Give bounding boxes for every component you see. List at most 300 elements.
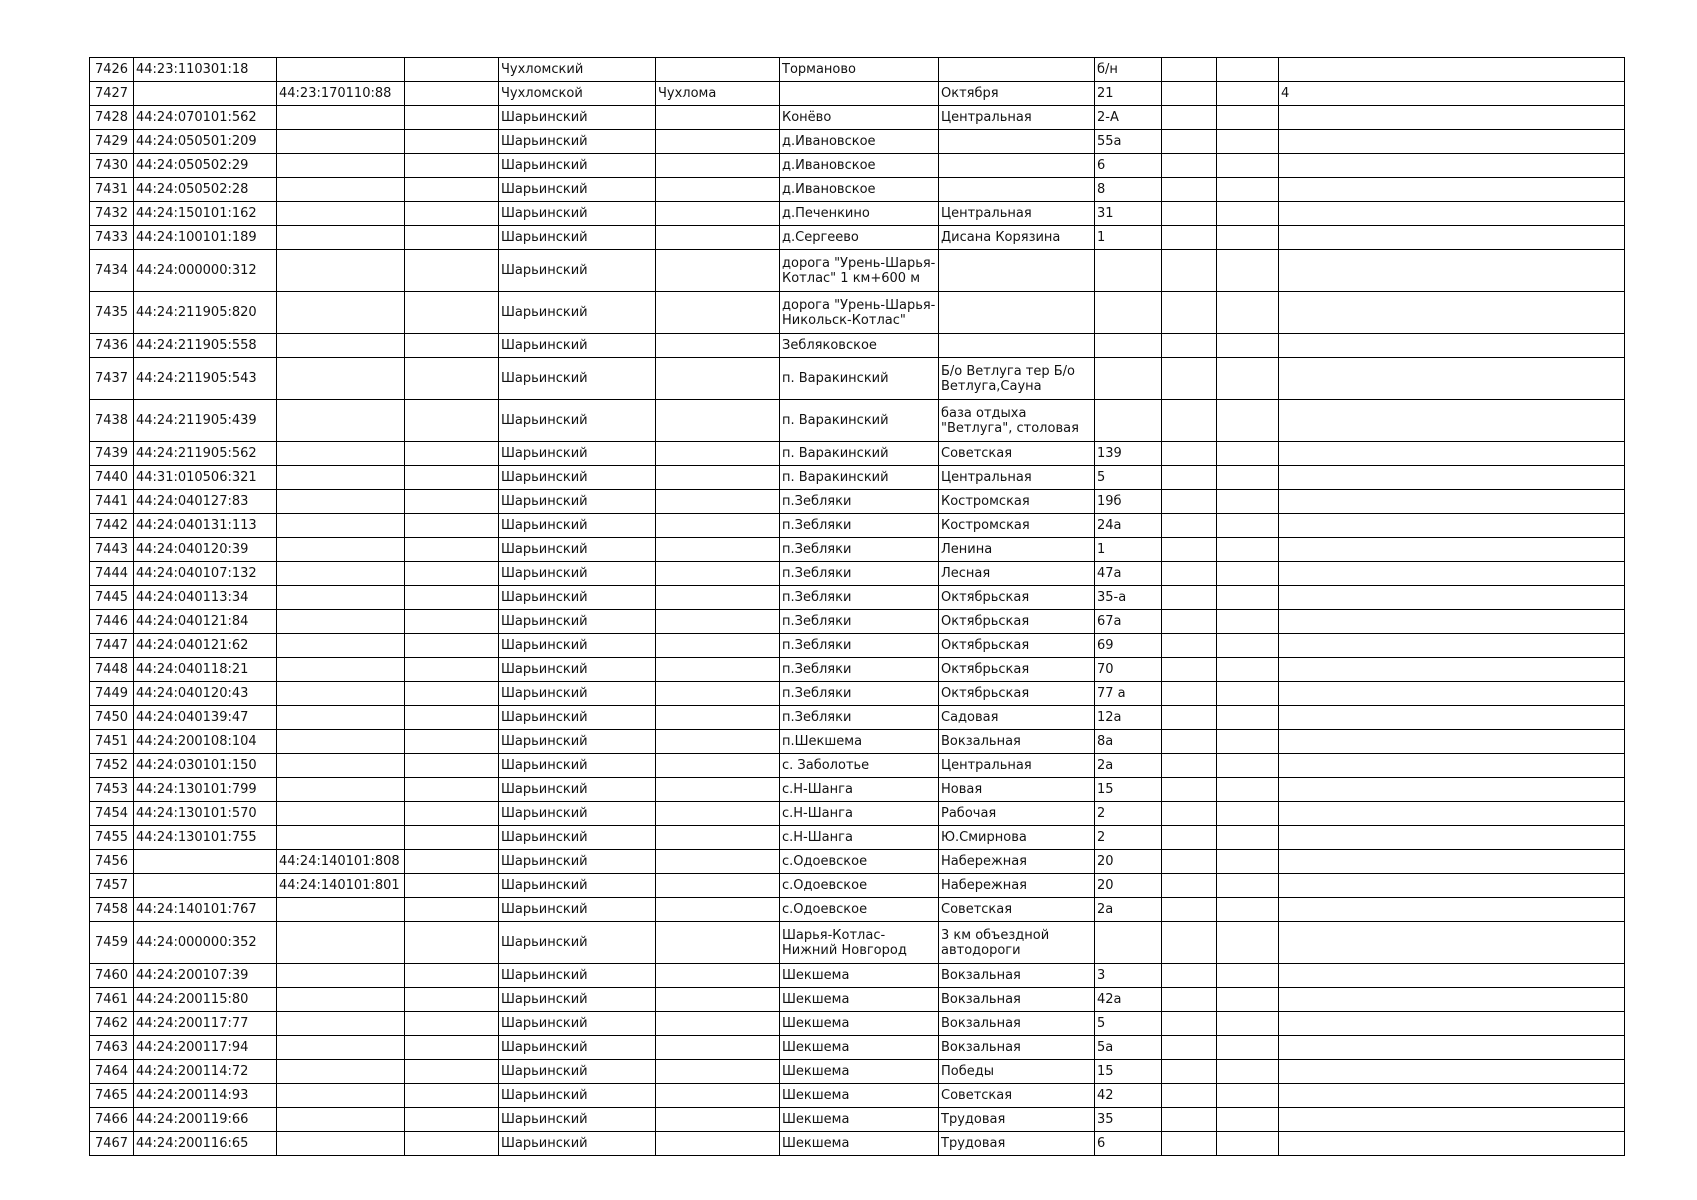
street-cell: Центральная bbox=[939, 202, 1095, 226]
empty-cell bbox=[1217, 490, 1279, 514]
empty-cell bbox=[1162, 1012, 1217, 1036]
secondary-cadastral-number-cell bbox=[277, 634, 405, 658]
district-cell: Шарьинский bbox=[499, 442, 656, 466]
district-cell: Шарьинский bbox=[499, 250, 656, 292]
secondary-cadastral-number-cell bbox=[277, 250, 405, 292]
city-cell bbox=[656, 1108, 780, 1132]
secondary-cadastral-number-cell bbox=[277, 106, 405, 130]
secondary-cadastral-number-cell bbox=[277, 358, 405, 400]
extra-value-cell bbox=[1279, 634, 1625, 658]
cadastral-number-cell: 44:24:050501:209 bbox=[134, 130, 277, 154]
city-cell bbox=[656, 442, 780, 466]
district-cell: Шарьинский bbox=[499, 154, 656, 178]
street-cell: Победы bbox=[939, 1060, 1095, 1084]
house-number-cell: 12а bbox=[1095, 706, 1162, 730]
district-cell: Шарьинский bbox=[499, 466, 656, 490]
empty-cell bbox=[1162, 226, 1217, 250]
cadastral-number-cell: 44:24:200114:93 bbox=[134, 1084, 277, 1108]
city-cell bbox=[656, 1084, 780, 1108]
street-cell: Октября bbox=[939, 82, 1095, 106]
extra-value-cell bbox=[1279, 730, 1625, 754]
table-row bbox=[90, 400, 1625, 442]
house-number-cell: 77 а bbox=[1095, 682, 1162, 706]
house-number-cell: 35 bbox=[1095, 1108, 1162, 1132]
secondary-cadastral-number-cell bbox=[277, 154, 405, 178]
empty-cell bbox=[1162, 400, 1217, 442]
locality-cell: п.Зебляки bbox=[780, 682, 939, 706]
secondary-cadastral-number-cell: 44:24:140101:808 bbox=[277, 850, 405, 874]
city-cell bbox=[656, 58, 780, 82]
district-cell: Шарьинский bbox=[499, 730, 656, 754]
secondary-cadastral-number-cell bbox=[277, 658, 405, 682]
empty-cell bbox=[1217, 802, 1279, 826]
extra-value-cell bbox=[1279, 1084, 1625, 1108]
empty-cell bbox=[405, 1084, 499, 1108]
table-row bbox=[90, 334, 1625, 358]
city-cell bbox=[656, 964, 780, 988]
locality-cell: п. Варакинский bbox=[780, 400, 939, 442]
extra-value-cell bbox=[1279, 1036, 1625, 1060]
empty-cell bbox=[1217, 106, 1279, 130]
row-number-cell: 7437 bbox=[90, 358, 134, 400]
locality-cell: п. Варакинский bbox=[780, 466, 939, 490]
district-cell: Шарьинский bbox=[499, 1060, 656, 1084]
secondary-cadastral-number-cell bbox=[277, 922, 405, 964]
empty-cell bbox=[1217, 826, 1279, 850]
street-cell bbox=[939, 292, 1095, 334]
street-cell: Центральная bbox=[939, 754, 1095, 778]
district-cell: Шарьинский bbox=[499, 874, 656, 898]
empty-cell bbox=[1162, 58, 1217, 82]
street-cell: Центральная bbox=[939, 106, 1095, 130]
row-number-cell: 7428 bbox=[90, 106, 134, 130]
locality-cell: д.Сергеево bbox=[780, 226, 939, 250]
city-cell bbox=[656, 922, 780, 964]
empty-cell bbox=[1217, 586, 1279, 610]
row-number-cell: 7461 bbox=[90, 988, 134, 1012]
city-cell bbox=[656, 1060, 780, 1084]
row-number-cell: 7426 bbox=[90, 58, 134, 82]
house-number-cell: 5 bbox=[1095, 466, 1162, 490]
cadastral-number-cell: 44:24:070101:562 bbox=[134, 106, 277, 130]
city-cell bbox=[656, 682, 780, 706]
district-cell: Шарьинский bbox=[499, 898, 656, 922]
empty-cell bbox=[405, 466, 499, 490]
row-number-cell: 7429 bbox=[90, 130, 134, 154]
secondary-cadastral-number-cell bbox=[277, 562, 405, 586]
empty-cell bbox=[405, 226, 499, 250]
extra-value-cell bbox=[1279, 400, 1625, 442]
secondary-cadastral-number-cell bbox=[277, 490, 405, 514]
extra-value-cell bbox=[1279, 202, 1625, 226]
street-cell: Дисана Корязина bbox=[939, 226, 1095, 250]
cadastral-number-cell: 44:24:200117:77 bbox=[134, 1012, 277, 1036]
row-number-cell: 7433 bbox=[90, 226, 134, 250]
address-table bbox=[89, 57, 1625, 1156]
street-cell bbox=[939, 334, 1095, 358]
locality-cell: Конёво bbox=[780, 106, 939, 130]
empty-cell bbox=[405, 922, 499, 964]
secondary-cadastral-number-cell bbox=[277, 778, 405, 802]
empty-cell bbox=[405, 58, 499, 82]
cadastral-number-cell bbox=[134, 82, 277, 106]
empty-cell bbox=[405, 1060, 499, 1084]
table-row bbox=[90, 130, 1625, 154]
extra-value-cell bbox=[1279, 922, 1625, 964]
row-number-cell: 7427 bbox=[90, 82, 134, 106]
table-row bbox=[90, 634, 1625, 658]
street-cell: Октябрьская bbox=[939, 682, 1095, 706]
locality-cell: п.Зебляки bbox=[780, 514, 939, 538]
extra-value-cell bbox=[1279, 964, 1625, 988]
row-number-cell: 7454 bbox=[90, 802, 134, 826]
street-cell bbox=[939, 154, 1095, 178]
table-row bbox=[90, 490, 1625, 514]
street-cell: Новая bbox=[939, 778, 1095, 802]
table-row bbox=[90, 1036, 1625, 1060]
empty-cell bbox=[1162, 964, 1217, 988]
extra-value-cell: 4 bbox=[1279, 82, 1625, 106]
secondary-cadastral-number-cell bbox=[277, 754, 405, 778]
table-row bbox=[90, 874, 1625, 898]
district-cell: Шарьинский bbox=[499, 400, 656, 442]
cadastral-number-cell: 44:24:211905:562 bbox=[134, 442, 277, 466]
empty-cell bbox=[405, 850, 499, 874]
empty-cell bbox=[1162, 514, 1217, 538]
street-cell: Октябрьская bbox=[939, 634, 1095, 658]
locality-cell: п.Зебляки bbox=[780, 586, 939, 610]
locality-cell: п. Варакинский bbox=[780, 442, 939, 466]
extra-value-cell bbox=[1279, 874, 1625, 898]
secondary-cadastral-number-cell bbox=[277, 292, 405, 334]
empty-cell bbox=[1162, 826, 1217, 850]
row-number-cell: 7456 bbox=[90, 850, 134, 874]
table-row bbox=[90, 466, 1625, 490]
table-row bbox=[90, 850, 1625, 874]
district-cell: Шарьинский bbox=[499, 514, 656, 538]
city-cell bbox=[656, 490, 780, 514]
district-cell: Шарьинский bbox=[499, 1132, 656, 1156]
secondary-cadastral-number-cell bbox=[277, 1036, 405, 1060]
extra-value-cell bbox=[1279, 1060, 1625, 1084]
empty-cell bbox=[1162, 754, 1217, 778]
cadastral-number-cell: 44:24:211905:820 bbox=[134, 292, 277, 334]
empty-cell bbox=[405, 610, 499, 634]
empty-cell bbox=[1162, 874, 1217, 898]
empty-cell bbox=[405, 778, 499, 802]
row-number-cell: 7453 bbox=[90, 778, 134, 802]
cadastral-number-cell: 44:24:040118:21 bbox=[134, 658, 277, 682]
city-cell bbox=[656, 514, 780, 538]
house-number-cell: 5 bbox=[1095, 1012, 1162, 1036]
empty-cell bbox=[1217, 730, 1279, 754]
city-cell bbox=[656, 826, 780, 850]
table-row bbox=[90, 250, 1625, 292]
locality-cell: д.Ивановское bbox=[780, 178, 939, 202]
row-number-cell: 7447 bbox=[90, 634, 134, 658]
house-number-cell: 1 bbox=[1095, 538, 1162, 562]
secondary-cadastral-number-cell bbox=[277, 730, 405, 754]
street-cell bbox=[939, 178, 1095, 202]
district-cell: Шарьинский bbox=[499, 1012, 656, 1036]
city-cell bbox=[656, 358, 780, 400]
district-cell: Шарьинский bbox=[499, 106, 656, 130]
empty-cell bbox=[1217, 988, 1279, 1012]
street-cell: Б/о Ветлуга тер Б/о Ветлуга,Сауна bbox=[939, 358, 1095, 400]
empty-cell bbox=[1217, 334, 1279, 358]
city-cell bbox=[656, 202, 780, 226]
cadastral-number-cell: 44:24:040120:39 bbox=[134, 538, 277, 562]
secondary-cadastral-number-cell bbox=[277, 1132, 405, 1156]
house-number-cell: 2 bbox=[1095, 826, 1162, 850]
table-row bbox=[90, 1084, 1625, 1108]
extra-value-cell bbox=[1279, 226, 1625, 250]
table-row bbox=[90, 82, 1625, 106]
extra-value-cell bbox=[1279, 1132, 1625, 1156]
extra-value-cell bbox=[1279, 850, 1625, 874]
district-cell: Шарьинский bbox=[499, 538, 656, 562]
city-cell bbox=[656, 754, 780, 778]
row-number-cell: 7450 bbox=[90, 706, 134, 730]
locality-cell: Шекшема bbox=[780, 1132, 939, 1156]
extra-value-cell bbox=[1279, 538, 1625, 562]
empty-cell bbox=[405, 442, 499, 466]
cadastral-number-cell: 44:23:110301:18 bbox=[134, 58, 277, 82]
row-number-cell: 7446 bbox=[90, 610, 134, 634]
extra-value-cell bbox=[1279, 1108, 1625, 1132]
street-cell: Лесная bbox=[939, 562, 1095, 586]
cadastral-number-cell: 44:24:200116:65 bbox=[134, 1132, 277, 1156]
street-cell: Вокзальная bbox=[939, 964, 1095, 988]
district-cell: Шарьинский bbox=[499, 802, 656, 826]
district-cell: Шарьинский bbox=[499, 610, 656, 634]
empty-cell bbox=[1217, 1060, 1279, 1084]
locality-cell: п.Шекшема bbox=[780, 730, 939, 754]
street-cell: Советская bbox=[939, 1084, 1095, 1108]
house-number-cell: 42 bbox=[1095, 1084, 1162, 1108]
extra-value-cell bbox=[1279, 754, 1625, 778]
empty-cell bbox=[405, 682, 499, 706]
locality-cell: Шекшема bbox=[780, 1012, 939, 1036]
house-number-cell bbox=[1095, 292, 1162, 334]
empty-cell bbox=[1217, 466, 1279, 490]
empty-cell bbox=[405, 706, 499, 730]
house-number-cell: 20 bbox=[1095, 874, 1162, 898]
street-cell: Советская bbox=[939, 442, 1095, 466]
street-cell: Октябрьская bbox=[939, 610, 1095, 634]
locality-cell: п.Зебляки bbox=[780, 706, 939, 730]
secondary-cadastral-number-cell bbox=[277, 682, 405, 706]
locality-cell: Торманово bbox=[780, 58, 939, 82]
row-number-cell: 7465 bbox=[90, 1084, 134, 1108]
city-cell bbox=[656, 850, 780, 874]
district-cell: Шарьинский bbox=[499, 964, 656, 988]
empty-cell bbox=[405, 250, 499, 292]
street-cell: Ленина bbox=[939, 538, 1095, 562]
city-cell bbox=[656, 250, 780, 292]
street-cell: Садовая bbox=[939, 706, 1095, 730]
secondary-cadastral-number-cell bbox=[277, 58, 405, 82]
extra-value-cell bbox=[1279, 58, 1625, 82]
house-number-cell: 24а bbox=[1095, 514, 1162, 538]
table-row bbox=[90, 154, 1625, 178]
empty-cell bbox=[1217, 58, 1279, 82]
locality-cell: с.Одоевское bbox=[780, 850, 939, 874]
street-cell: Октябрьская bbox=[939, 586, 1095, 610]
cadastral-number-cell: 44:24:040127:83 bbox=[134, 490, 277, 514]
cadastral-number-cell: 44:24:040120:43 bbox=[134, 682, 277, 706]
empty-cell bbox=[1217, 154, 1279, 178]
locality-cell: п.Зебляки bbox=[780, 538, 939, 562]
empty-cell bbox=[1162, 658, 1217, 682]
extra-value-cell bbox=[1279, 1012, 1625, 1036]
table-row bbox=[90, 178, 1625, 202]
district-cell: Шарьинский bbox=[499, 706, 656, 730]
row-number-cell: 7434 bbox=[90, 250, 134, 292]
empty-cell bbox=[1217, 538, 1279, 562]
house-number-cell: 20 bbox=[1095, 850, 1162, 874]
house-number-cell: 15 bbox=[1095, 778, 1162, 802]
table-row bbox=[90, 1060, 1625, 1084]
secondary-cadastral-number-cell bbox=[277, 1012, 405, 1036]
street-cell: Вокзальная bbox=[939, 1012, 1095, 1036]
secondary-cadastral-number-cell bbox=[277, 898, 405, 922]
locality-cell: с.Н-Шанга bbox=[780, 802, 939, 826]
empty-cell bbox=[1217, 400, 1279, 442]
city-cell bbox=[656, 778, 780, 802]
table-row bbox=[90, 562, 1625, 586]
empty-cell bbox=[1162, 706, 1217, 730]
empty-cell bbox=[1162, 358, 1217, 400]
table-row bbox=[90, 682, 1625, 706]
table-row bbox=[90, 586, 1625, 610]
house-number-cell: 6 bbox=[1095, 1132, 1162, 1156]
empty-cell bbox=[1162, 1036, 1217, 1060]
cadastral-number-cell: 44:24:130101:755 bbox=[134, 826, 277, 850]
cadastral-number-cell bbox=[134, 874, 277, 898]
secondary-cadastral-number-cell bbox=[277, 610, 405, 634]
empty-cell bbox=[1162, 1084, 1217, 1108]
empty-cell bbox=[405, 754, 499, 778]
table-row bbox=[90, 802, 1625, 826]
district-cell: Шарьинский bbox=[499, 1108, 656, 1132]
empty-cell bbox=[405, 586, 499, 610]
locality-cell: Шекшема bbox=[780, 964, 939, 988]
table-row bbox=[90, 730, 1625, 754]
empty-cell bbox=[405, 802, 499, 826]
city-cell bbox=[656, 538, 780, 562]
empty-cell bbox=[1162, 1108, 1217, 1132]
house-number-cell: 1 bbox=[1095, 226, 1162, 250]
empty-cell bbox=[1162, 730, 1217, 754]
extra-value-cell bbox=[1279, 610, 1625, 634]
house-number-cell bbox=[1095, 358, 1162, 400]
row-number-cell: 7444 bbox=[90, 562, 134, 586]
district-cell: Шарьинский bbox=[499, 1036, 656, 1060]
table-row bbox=[90, 988, 1625, 1012]
cadastral-number-cell: 44:24:200114:72 bbox=[134, 1060, 277, 1084]
cadastral-number-cell: 44:24:000000:352 bbox=[134, 922, 277, 964]
house-number-cell: 67а bbox=[1095, 610, 1162, 634]
row-number-cell: 7432 bbox=[90, 202, 134, 226]
street-cell: Костромская bbox=[939, 490, 1095, 514]
empty-cell bbox=[1162, 1060, 1217, 1084]
empty-cell bbox=[1162, 586, 1217, 610]
street-cell: Трудовая bbox=[939, 1132, 1095, 1156]
empty-cell bbox=[1162, 130, 1217, 154]
table-row bbox=[90, 898, 1625, 922]
extra-value-cell bbox=[1279, 442, 1625, 466]
locality-cell: п. Варакинский bbox=[780, 358, 939, 400]
table-row bbox=[90, 1132, 1625, 1156]
locality-cell: с.Одоевское bbox=[780, 898, 939, 922]
city-cell: Чухлома bbox=[656, 82, 780, 106]
row-number-cell: 7451 bbox=[90, 730, 134, 754]
cadastral-number-cell: 44:24:211905:439 bbox=[134, 400, 277, 442]
street-cell: Вокзальная bbox=[939, 988, 1095, 1012]
house-number-cell: 2-А bbox=[1095, 106, 1162, 130]
house-number-cell bbox=[1095, 922, 1162, 964]
table-row bbox=[90, 514, 1625, 538]
empty-cell bbox=[1217, 874, 1279, 898]
city-cell bbox=[656, 130, 780, 154]
empty-cell bbox=[1217, 1012, 1279, 1036]
empty-cell bbox=[1217, 658, 1279, 682]
secondary-cadastral-number-cell bbox=[277, 964, 405, 988]
district-cell: Шарьинский bbox=[499, 778, 656, 802]
district-cell: Шарьинский bbox=[499, 850, 656, 874]
locality-cell: с.Одоевское bbox=[780, 874, 939, 898]
table-row bbox=[90, 226, 1625, 250]
district-cell: Шарьинский bbox=[499, 826, 656, 850]
city-cell bbox=[656, 1036, 780, 1060]
extra-value-cell bbox=[1279, 514, 1625, 538]
empty-cell bbox=[1217, 898, 1279, 922]
secondary-cadastral-number-cell bbox=[277, 706, 405, 730]
house-number-cell: 6 bbox=[1095, 154, 1162, 178]
city-cell bbox=[656, 334, 780, 358]
secondary-cadastral-number-cell bbox=[277, 1084, 405, 1108]
district-cell: Шарьинский bbox=[499, 178, 656, 202]
empty-cell bbox=[405, 634, 499, 658]
empty-cell bbox=[1217, 682, 1279, 706]
secondary-cadastral-number-cell bbox=[277, 202, 405, 226]
table-row bbox=[90, 964, 1625, 988]
house-number-cell bbox=[1095, 334, 1162, 358]
cadastral-number-cell bbox=[134, 850, 277, 874]
locality-cell: п.Зебляки bbox=[780, 610, 939, 634]
district-cell: Шарьинский bbox=[499, 490, 656, 514]
house-number-cell: 2 bbox=[1095, 802, 1162, 826]
locality-cell: д.Печенкино bbox=[780, 202, 939, 226]
city-cell bbox=[656, 154, 780, 178]
city-cell bbox=[656, 634, 780, 658]
empty-cell bbox=[1162, 922, 1217, 964]
empty-cell bbox=[1217, 178, 1279, 202]
district-cell: Шарьинский bbox=[499, 634, 656, 658]
district-cell: Шарьинский bbox=[499, 226, 656, 250]
house-number-cell: 70 bbox=[1095, 658, 1162, 682]
empty-cell bbox=[405, 514, 499, 538]
empty-cell bbox=[405, 1108, 499, 1132]
empty-cell bbox=[1217, 1084, 1279, 1108]
row-number-cell: 7464 bbox=[90, 1060, 134, 1084]
cadastral-number-cell: 44:24:130101:799 bbox=[134, 778, 277, 802]
empty-cell bbox=[1162, 610, 1217, 634]
house-number-cell bbox=[1095, 400, 1162, 442]
district-cell: Шарьинский bbox=[499, 754, 656, 778]
cadastral-number-cell: 44:24:040131:113 bbox=[134, 514, 277, 538]
